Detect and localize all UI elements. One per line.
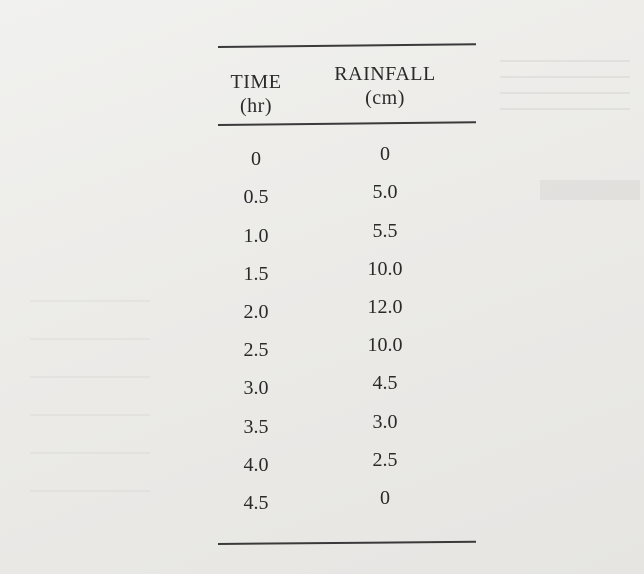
rainfall-cell: 4.5 [372, 372, 398, 395]
time-cell: 1.5 [243, 262, 269, 285]
table-body [218, 125, 476, 543]
bleed-through-texture [540, 180, 640, 200]
time-cell: 1.0 [243, 224, 269, 247]
time-cell: 0 [251, 148, 261, 171]
time-column-header [218, 48, 294, 118]
time-cell: 3.0 [243, 377, 269, 400]
rainfall-header-unit: (cm) [365, 86, 405, 109]
time-cell: 2.5 [243, 339, 269, 362]
rainfall-header-label: RAINFALL [334, 62, 436, 85]
rainfall-cell: 10.0 [367, 334, 403, 357]
time-header-unit: (hr) [240, 94, 272, 117]
time-cell: 4.5 [243, 491, 269, 514]
table-row [218, 486, 476, 529]
time-cell: 4.0 [243, 453, 269, 476]
rainfall-column-header [294, 48, 476, 110]
rainfall-cell: 0 [380, 143, 390, 166]
time-header-label: TIME [230, 70, 282, 93]
table-header [218, 48, 476, 124]
bleed-through-texture [30, 300, 150, 500]
rainfall-cell: 2.5 [372, 448, 398, 471]
time-cell: 0.5 [243, 186, 269, 209]
rainfall-cell: 12.0 [367, 295, 403, 318]
rainfall-cell: 3.0 [372, 410, 398, 433]
rainfall-cell: 5.0 [372, 181, 398, 204]
rainfall-table [218, 40, 476, 545]
time-cell: 2.0 [243, 300, 269, 323]
rainfall-cell: 5.5 [372, 219, 398, 242]
time-cell: 3.5 [243, 415, 269, 438]
rainfall-cell: 0 [380, 486, 390, 509]
rainfall-cell: 10.0 [367, 257, 403, 280]
bleed-through-texture [500, 60, 630, 120]
